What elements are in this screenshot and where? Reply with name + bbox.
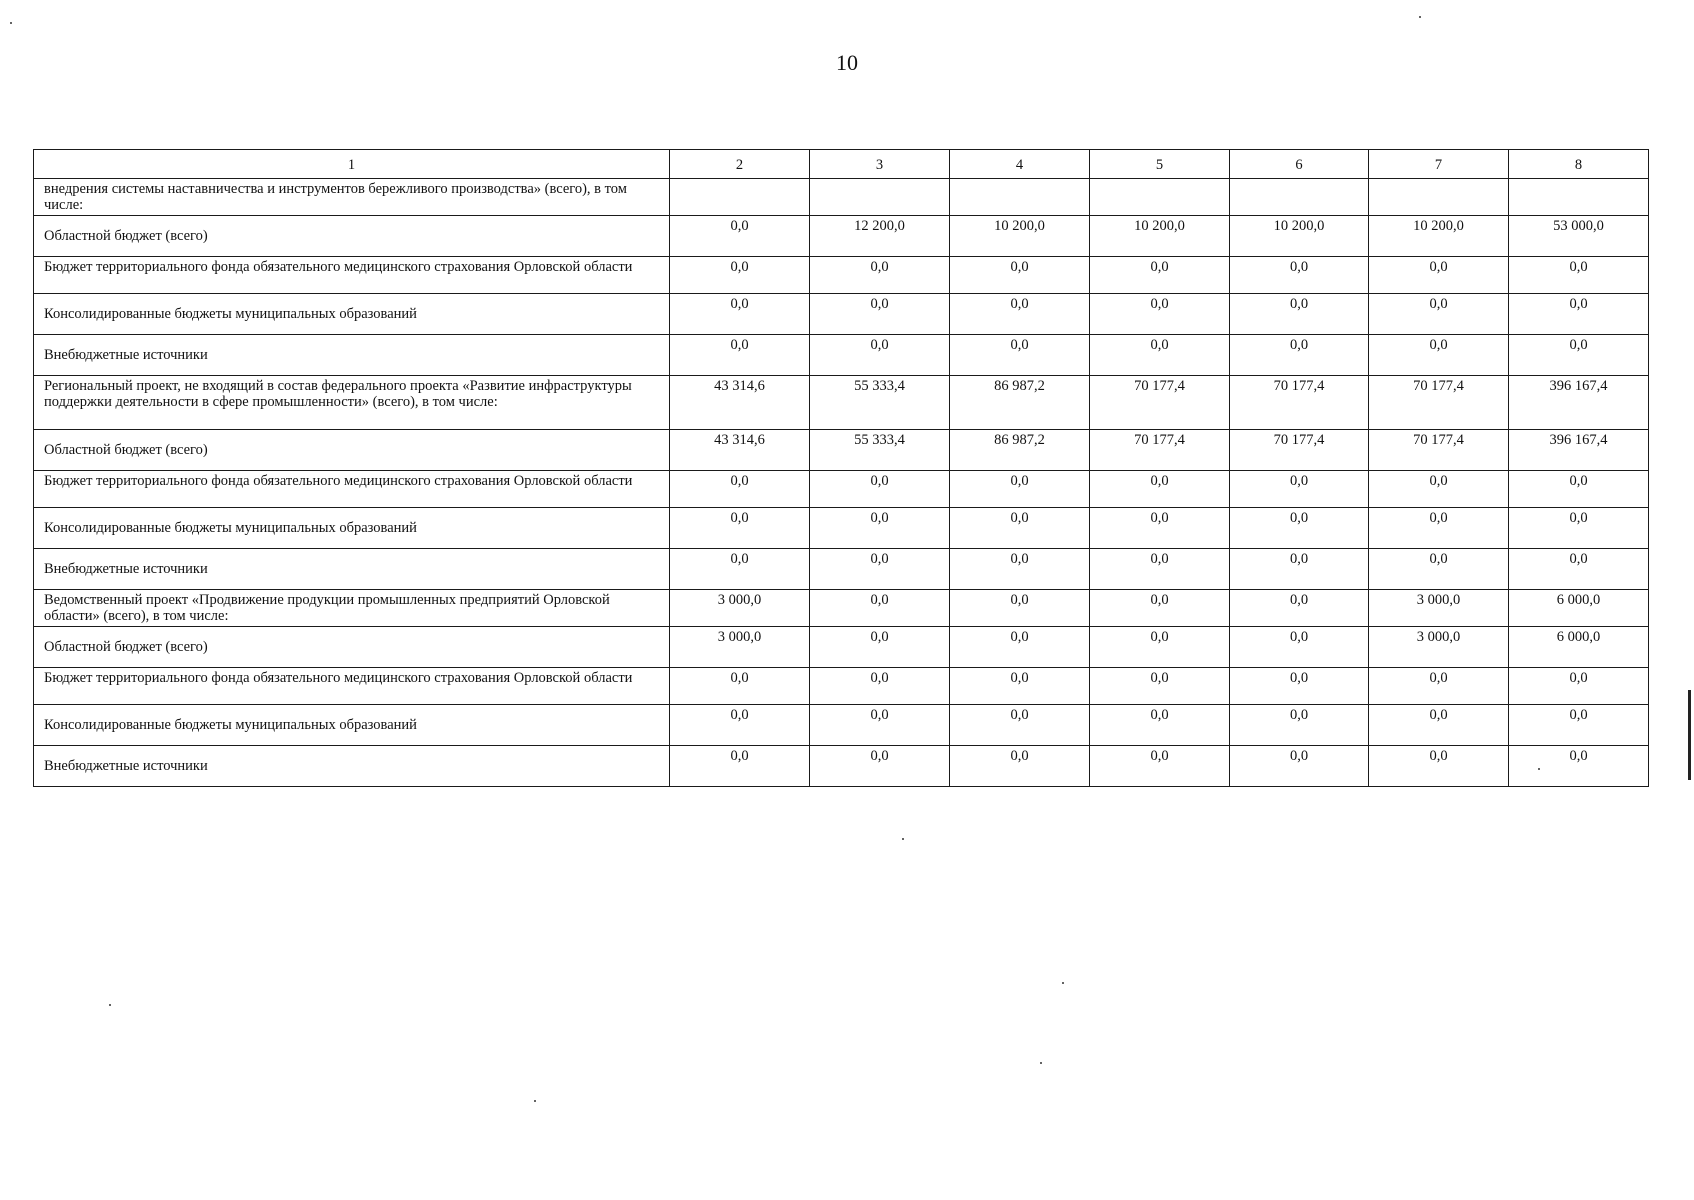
value-cell: 0,0 (1230, 746, 1369, 787)
value-cell: 86 987,2 (950, 430, 1090, 471)
value-cell: 0,0 (810, 335, 950, 376)
value-cell: 0,0 (1090, 590, 1230, 627)
table-body (34, 179, 1649, 787)
value-cell (950, 179, 1090, 216)
value-cell: 0,0 (1369, 294, 1509, 335)
value-cell: 0,0 (810, 294, 950, 335)
column-header: 1 (34, 150, 670, 179)
value-cell: 0,0 (810, 668, 950, 705)
column-header: 2 (670, 150, 810, 179)
value-cell: 0,0 (670, 668, 810, 705)
row-label: Внебюджетные источники (34, 335, 670, 376)
value-cell: 0,0 (810, 471, 950, 508)
value-cell: 0,0 (1230, 668, 1369, 705)
value-cell: 396 167,4 (1509, 376, 1649, 430)
value-cell (1509, 179, 1649, 216)
value-cell: 0,0 (950, 335, 1090, 376)
value-cell (1369, 179, 1509, 216)
value-cell: 0,0 (1230, 471, 1369, 508)
scan-speck (109, 1004, 111, 1006)
value-cell: 86 987,2 (950, 376, 1090, 430)
row-label: Ведомственный проект «Продвижение продукции промышленных предприятий Орловской области» (всего), в том числе: (34, 590, 670, 627)
row-label: Бюджет территориального фонда обязательного медицинского страхования Орловской области (34, 257, 670, 294)
scan-speck (1419, 16, 1421, 18)
table-row (34, 508, 1649, 549)
value-cell (1230, 179, 1369, 216)
value-cell: 0,0 (1369, 257, 1509, 294)
value-cell: 0,0 (670, 257, 810, 294)
value-cell: 0,0 (810, 549, 950, 590)
value-cell: 0,0 (810, 705, 950, 746)
value-cell: 43 314,6 (670, 430, 810, 471)
value-cell: 0,0 (1090, 668, 1230, 705)
table-row (34, 705, 1649, 746)
scan-binder-mark (1688, 690, 1691, 780)
scan-speck (1040, 1062, 1042, 1064)
table-row (34, 430, 1649, 471)
value-cell: 0,0 (1090, 549, 1230, 590)
value-cell: 3 000,0 (670, 627, 810, 668)
row-label: Областной бюджет (всего) (34, 216, 670, 257)
value-cell: 0,0 (1090, 627, 1230, 668)
value-cell: 0,0 (1090, 335, 1230, 376)
scan-speck (10, 22, 12, 24)
value-cell: 0,0 (1369, 335, 1509, 376)
value-cell: 0,0 (1230, 627, 1369, 668)
column-header: 7 (1369, 150, 1509, 179)
value-cell: 3 000,0 (1369, 590, 1509, 627)
value-cell: 0,0 (670, 216, 810, 257)
table-row (34, 471, 1649, 508)
value-cell: 0,0 (1509, 294, 1649, 335)
value-cell: 0,0 (1090, 508, 1230, 549)
value-cell: 0,0 (950, 668, 1090, 705)
value-cell: 396 167,4 (1509, 430, 1649, 471)
row-label: Внебюджетные источники (34, 549, 670, 590)
row-label: Консолидированные бюджеты муниципальных образований (34, 508, 670, 549)
value-cell: 0,0 (1230, 549, 1369, 590)
value-cell: 6 000,0 (1509, 590, 1649, 627)
column-header: 5 (1090, 150, 1230, 179)
value-cell: 0,0 (1090, 471, 1230, 508)
value-cell: 0,0 (950, 257, 1090, 294)
value-cell: 0,0 (1509, 257, 1649, 294)
value-cell: 10 200,0 (950, 216, 1090, 257)
page-number: 10 (836, 50, 858, 75)
scan-speck (1538, 768, 1540, 770)
row-label: Региональный проект, не входящий в состав федерального проекта «Развитие инфраструктуры поддержки деятельности в сфере промышленности» (всего), в том числе: (34, 376, 670, 430)
value-cell: 0,0 (1369, 471, 1509, 508)
table-row (34, 376, 1649, 430)
value-cell: 55 333,4 (810, 376, 950, 430)
value-cell: 70 177,4 (1230, 376, 1369, 430)
value-cell: 0,0 (1509, 705, 1649, 746)
value-cell: 0,0 (1509, 668, 1649, 705)
row-label: внедрения системы наставничества и инструментов бережливого производства» (всего), в том числе: (34, 179, 670, 216)
value-cell: 10 200,0 (1369, 216, 1509, 257)
value-cell: 0,0 (810, 590, 950, 627)
value-cell: 0,0 (950, 627, 1090, 668)
value-cell: 0,0 (1369, 508, 1509, 549)
value-cell: 0,0 (1509, 508, 1649, 549)
row-label: Консолидированные бюджеты муниципальных образований (34, 705, 670, 746)
value-cell: 0,0 (1230, 335, 1369, 376)
value-cell: 0,0 (670, 335, 810, 376)
value-cell: 0,0 (1369, 668, 1509, 705)
value-cell: 0,0 (810, 257, 950, 294)
value-cell: 0,0 (670, 705, 810, 746)
value-cell: 70 177,4 (1369, 430, 1509, 471)
table-row (34, 549, 1649, 590)
value-cell: 12 200,0 (810, 216, 950, 257)
value-cell: 0,0 (950, 294, 1090, 335)
table-row (34, 179, 1649, 216)
row-label: Консолидированные бюджеты муниципальных образований (34, 294, 670, 335)
table-row (34, 627, 1649, 668)
value-cell: 0,0 (1509, 335, 1649, 376)
table-row (34, 668, 1649, 705)
value-cell: 0,0 (1509, 471, 1649, 508)
value-cell: 0,0 (670, 549, 810, 590)
value-cell: 43 314,6 (670, 376, 810, 430)
value-cell: 0,0 (810, 627, 950, 668)
value-cell: 3 000,0 (670, 590, 810, 627)
value-cell: 0,0 (1230, 590, 1369, 627)
value-cell: 0,0 (1509, 549, 1649, 590)
value-cell: 70 177,4 (1090, 376, 1230, 430)
value-cell: 0,0 (810, 746, 950, 787)
value-cell: 0,0 (1369, 549, 1509, 590)
value-cell (670, 179, 810, 216)
column-header: 6 (1230, 150, 1369, 179)
value-cell: 0,0 (950, 549, 1090, 590)
value-cell: 0,0 (1509, 746, 1649, 787)
value-cell: 70 177,4 (1369, 376, 1509, 430)
value-cell: 70 177,4 (1230, 430, 1369, 471)
row-label: Бюджет территориального фонда обязательного медицинского страхования Орловской области (34, 471, 670, 508)
value-cell: 0,0 (1230, 705, 1369, 746)
value-cell: 55 333,4 (810, 430, 950, 471)
scan-speck (902, 838, 904, 840)
column-header: 3 (810, 150, 950, 179)
column-header: 4 (950, 150, 1090, 179)
value-cell: 0,0 (1230, 508, 1369, 549)
scan-speck (534, 1100, 536, 1102)
value-cell: 0,0 (950, 471, 1090, 508)
value-cell: 70 177,4 (1090, 430, 1230, 471)
value-cell: 0,0 (810, 508, 950, 549)
scan-speck (1062, 982, 1064, 984)
value-cell: 53 000,0 (1509, 216, 1649, 257)
value-cell: 0,0 (1090, 294, 1230, 335)
value-cell: 0,0 (1369, 746, 1509, 787)
value-cell: 3 000,0 (1369, 627, 1509, 668)
value-cell: 0,0 (950, 508, 1090, 549)
value-cell (810, 179, 950, 216)
value-cell: 0,0 (1230, 257, 1369, 294)
value-cell: 0,0 (950, 746, 1090, 787)
table-row (34, 335, 1649, 376)
budget-table (33, 149, 1649, 787)
table-row (34, 590, 1649, 627)
row-label: Областной бюджет (всего) (34, 627, 670, 668)
value-cell: 0,0 (1090, 705, 1230, 746)
value-cell: 0,0 (1230, 294, 1369, 335)
value-cell: 0,0 (950, 705, 1090, 746)
header-row (34, 150, 1649, 179)
value-cell (1090, 179, 1230, 216)
value-cell: 0,0 (670, 471, 810, 508)
value-cell: 0,0 (1090, 257, 1230, 294)
value-cell: 6 000,0 (1509, 627, 1649, 668)
row-label: Внебюджетные источники (34, 746, 670, 787)
table-row (34, 294, 1649, 335)
value-cell: 10 200,0 (1230, 216, 1369, 257)
value-cell: 0,0 (670, 508, 810, 549)
value-cell: 0,0 (670, 294, 810, 335)
value-cell: 0,0 (1090, 746, 1230, 787)
row-label: Областной бюджет (всего) (34, 430, 670, 471)
row-label: Бюджет территориального фонда обязательного медицинского страхования Орловской области (34, 668, 670, 705)
column-header: 8 (1509, 150, 1649, 179)
value-cell: 10 200,0 (1090, 216, 1230, 257)
table-row (34, 216, 1649, 257)
value-cell: 0,0 (1369, 705, 1509, 746)
table-row (34, 257, 1649, 294)
value-cell: 0,0 (670, 746, 810, 787)
table-row (34, 746, 1649, 787)
value-cell: 0,0 (950, 590, 1090, 627)
